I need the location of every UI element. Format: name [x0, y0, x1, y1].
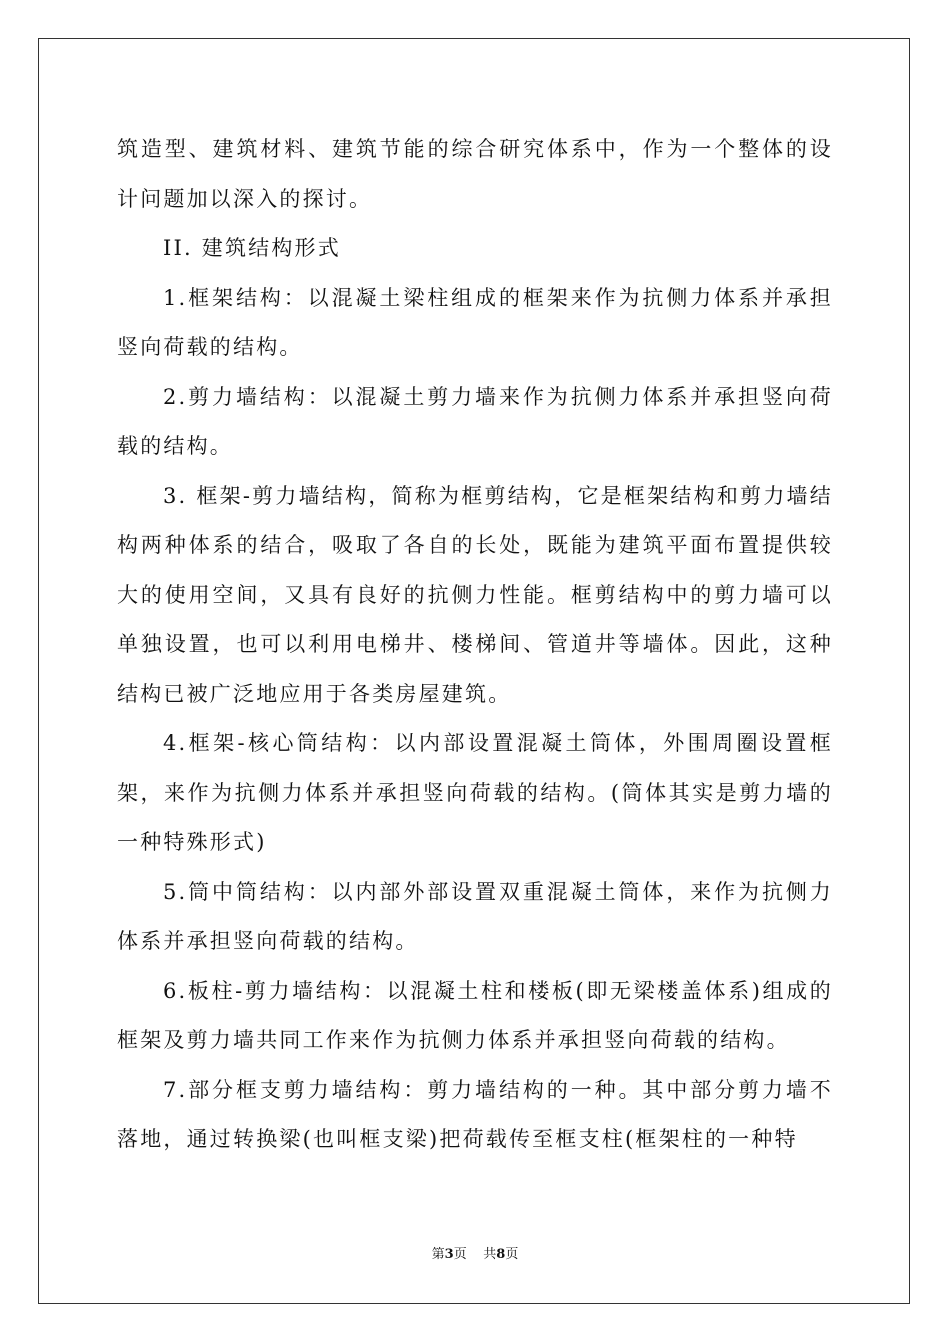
paragraph-frame-core-tube: 4.框架-核心筒结构：以内部设置混凝土筒体，外围周圈设置框架，来作为抗侧力体系并承担竖向荷载的结构。(筒体其实是剪力墙的一种特殊形式): [117, 731, 833, 854]
paragraph-continuation: 筑造型、建筑材料、建筑节能的综合研究体系中，作为一个整体的设计问题加以深入的探讨。: [117, 137, 833, 211]
page-indicator: 第3页: [431, 1247, 467, 1262]
paragraph-frame-shear-wall: 3. 框架-剪力墙结构，简称为框剪结构，它是框架结构和剪力墙结构两种体系的结合，吸取了各自的长处，既能为建筑平面布置提供较大的使用空间，又具有良好的抗侧力性能。框剪结构中的剪力墙可以单独设置，也可以利用电梯井、楼梯间、管道井等墙体。因此，这种结构已被广泛地应用于各类房屋建筑。: [117, 483, 833, 706]
paragraph-frame-structure: 1.框架结构：以混凝土梁柱组成的框架来作为抗侧力体系并承担竖向荷载的结构。: [117, 285, 833, 359]
paragraph-tube-in-tube: 5.筒中筒结构：以内部外部设置双重混凝土筒体，来作为抗侧力体系并承担竖向荷载的结构。: [117, 879, 833, 953]
total-page-number: 8: [496, 1247, 506, 1262]
paragraph-shear-wall-structure: 2.剪力墙结构：以混凝土剪力墙来作为抗侧力体系并承担竖向荷载的结构。: [117, 384, 833, 458]
paragraph-frame-supported-shear-wall: 7.部分框支剪力墙结构：剪力墙结构的一种。其中部分剪力墙不落地，通过转换梁(也叫框支梁)把荷载传至框支柱(框架柱的一种特: [117, 1077, 833, 1151]
page-footer: [0, 1243, 950, 1262]
section-heading: II. 建筑结构形式: [163, 236, 341, 260]
total-pages-indicator: 共8页: [483, 1247, 519, 1262]
document-body: [117, 125, 833, 1165]
current-page-number: 3: [444, 1247, 454, 1262]
paragraph-slab-column-shear-wall: 6.板柱-剪力墙结构：以混凝土柱和楼板(即无梁楼盖体系)组成的框架及剪力墙共同工作来作为抗侧力体系并承担竖向荷载的结构。: [117, 978, 833, 1052]
